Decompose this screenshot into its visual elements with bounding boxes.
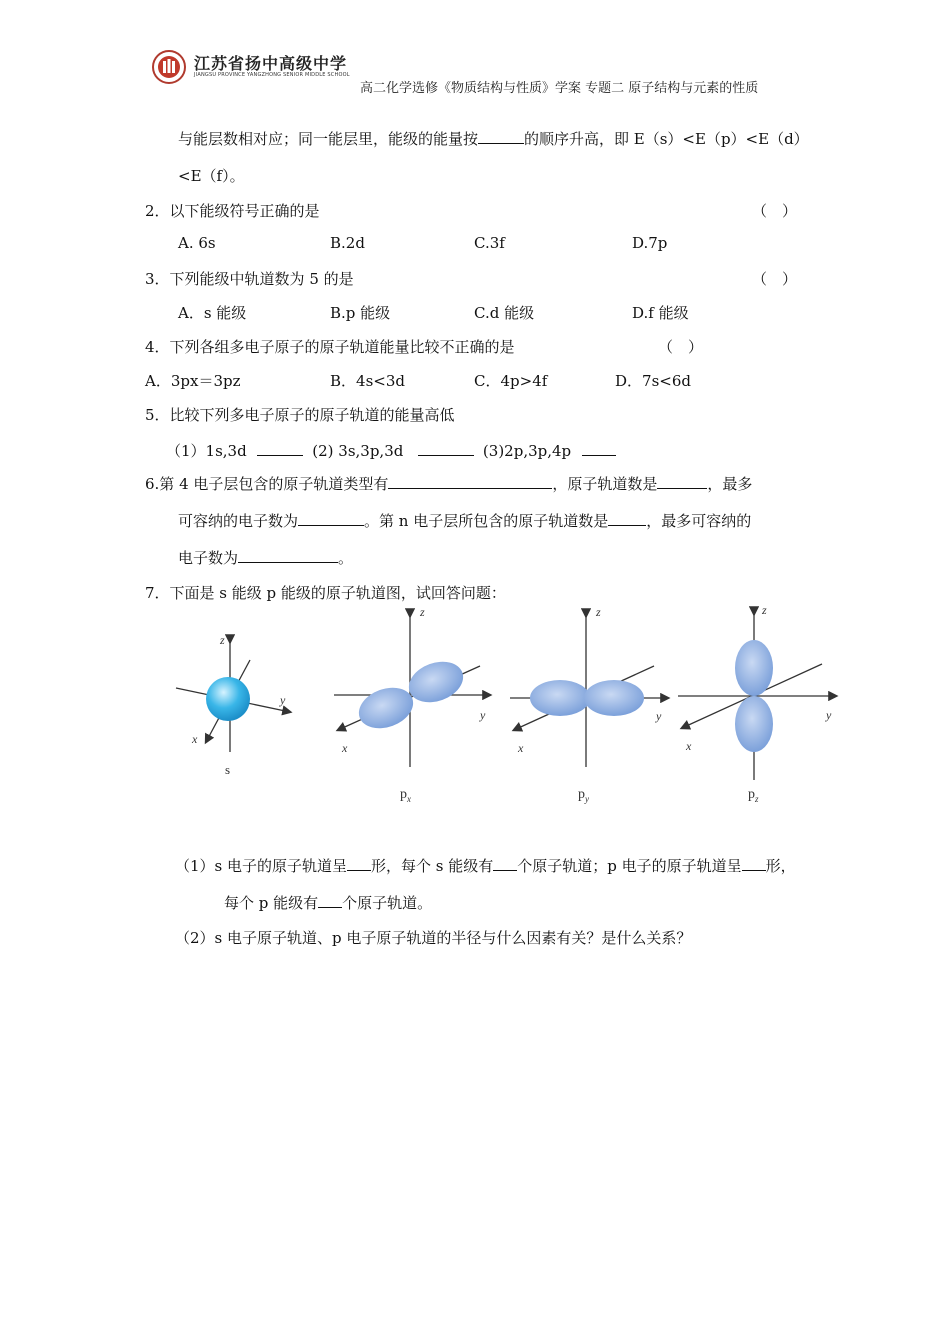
px-axis-y: y [480,708,486,722]
intro-line-1 [178,128,809,149]
answer-blank[interactable] [493,856,517,871]
answer-blank[interactable] [238,548,338,563]
py-axis-y: y [656,709,662,723]
question-6-text-g: 电子数为 [178,549,239,567]
question-6-text-e: 。第 n 电子层所包含的原子轨道数是 [364,512,609,530]
question-6-line-3 [178,547,353,568]
question-3-option-a[interactable]: A．s 能级 [178,304,247,322]
question-4-stem: 4．下列各组多电子原子的原子轨道能量比较不正确的是 [145,338,515,356]
answer-blank[interactable] [657,474,707,489]
question-6-text-f: ，最多可容纳的 [646,512,752,530]
question-5-stem: 5．比较下列多电子原子的原子轨道的能量高低 [145,406,455,424]
question-4-option-b[interactable]: B．4s<3d [330,372,405,390]
question-4-option-a[interactable]: A．3px＝3pz [145,372,241,390]
question-3-option-b[interactable]: B.p 能级 [330,304,391,322]
question-7-sub-1-line-2 [224,892,432,913]
orbital-diagram [168,602,848,812]
intro-text-a: 与能层数相对应；同一能层里，能级的能量按 [178,130,479,148]
question-4-option-c[interactable]: C．4p>4f [474,372,548,390]
q7-sub1-text-f: 个原子轨道。 [342,894,433,912]
question-6-text-c: ，最多 [707,475,753,493]
q7-sub1-text-a: （1）s 电子的原子轨道呈 [175,857,348,875]
intro-text-b: 的顺序升高，即 E（s）<E（p）<E（d） [524,130,809,148]
pz-orbital-label: $p_z$ [748,787,759,804]
answer-blank[interactable] [298,511,364,526]
question-4-bracket[interactable]: （ ） [658,338,704,356]
py-orbital-figure [510,605,668,804]
q7-sub1-text-d: 形， [765,857,796,875]
orbital-figures [168,602,848,812]
question-7-sub-2: （2）s 电子原子轨道、p 电子原子轨道的半径与什么因素有关？是什么关系？ [175,929,692,947]
px-orbital-label: $p_x$ [400,787,411,804]
question-6-line-2 [178,510,751,531]
question-6-text-b: ，原子轨道数是 [552,475,658,493]
pz-orbital-figure [678,603,836,804]
question-6-text-d: 可容纳的电子数为 [178,512,299,530]
px-orbital-figure [334,605,490,804]
answer-blank[interactable] [257,441,303,456]
answer-blank[interactable] [318,893,342,908]
q7-sub1-text-e: 每个 p 能级有 [224,894,319,912]
py-orbital-label: $p_y$ [578,787,589,804]
question-3-stem: 3．下列能级中轨道数为 5 的是 [145,270,354,288]
document-title: 高二化学选修《物质结构与性质》学案 专题二 原子结构与元素的性质 [360,81,759,96]
py-axis-z: z [596,605,601,619]
question-3-bracket[interactable]: （ ） [752,270,798,288]
question-5-part-2: (2) 3s,3p,3d [312,442,404,460]
question-7-sub-1-line-1 [175,855,796,876]
s-axis-x: x [192,732,198,746]
answer-blank[interactable] [388,474,552,489]
question-5-part-3: (3)2p,3p,4p [482,442,572,460]
px-axis-x: x [342,741,348,755]
question-6-text-h: 。 [338,549,354,567]
answer-blank[interactable] [582,441,616,456]
question-4-option-d[interactable]: D．7s<6d [615,372,691,390]
question-7-stem: 7．下面是 s 能级 p 能级的原子轨道图，试回答问题： [145,584,506,602]
s-axis-y: y [280,693,286,707]
s-orbital-label: s [225,762,231,777]
px-axis-z: z [420,605,425,619]
answer-blank[interactable] [608,511,646,526]
s-orbital-figure [176,633,290,777]
answer-blank[interactable] [742,856,766,871]
intro-line-2: <E（f）。 [178,167,245,185]
question-6-text-a: 6.第 4 电子层包含的原子轨道类型有 [145,475,389,493]
pz-axis-y: y [826,708,832,722]
s-axis-z: z [220,633,225,647]
py-axis-x: x [518,741,524,755]
question-2-option-a[interactable]: A. 6s [178,234,216,252]
question-6-line-1 [145,473,752,494]
question-5-part-1: （1）1s,3d [166,442,247,460]
question-5-parts [166,440,616,461]
question-2-bracket[interactable]: （ ） [752,202,798,220]
question-2-stem: 2．以下能级符号正确的是 [145,202,320,220]
q7-sub1-text-b: 形，每个 s 能级有 [371,857,494,875]
question-2-option-c[interactable]: C.3f [474,234,505,252]
school-seal-icon [152,50,186,84]
q7-sub1-text-c: 个原子轨道；p 电子的原子轨道呈 [517,857,742,875]
question-2-option-d[interactable]: D.7p [632,234,668,252]
answer-blank[interactable] [347,856,371,871]
question-2-option-b[interactable]: B.2d [330,234,365,252]
pz-axis-z: z [762,603,767,617]
pz-axis-x: x [686,739,692,753]
school-name-en: JIANGSU PROVINCE YANGZHONG SENIOR MIDDLE SCHOOL [194,72,350,78]
answer-blank[interactable] [418,441,474,456]
question-3-option-d[interactable]: D.f 能级 [632,304,689,322]
answer-blank[interactable] [478,129,524,144]
school-logo [152,48,352,88]
question-3-option-c[interactable]: C.d 能级 [474,304,535,322]
school-name: 江苏省扬中高级中学 [194,54,348,73]
